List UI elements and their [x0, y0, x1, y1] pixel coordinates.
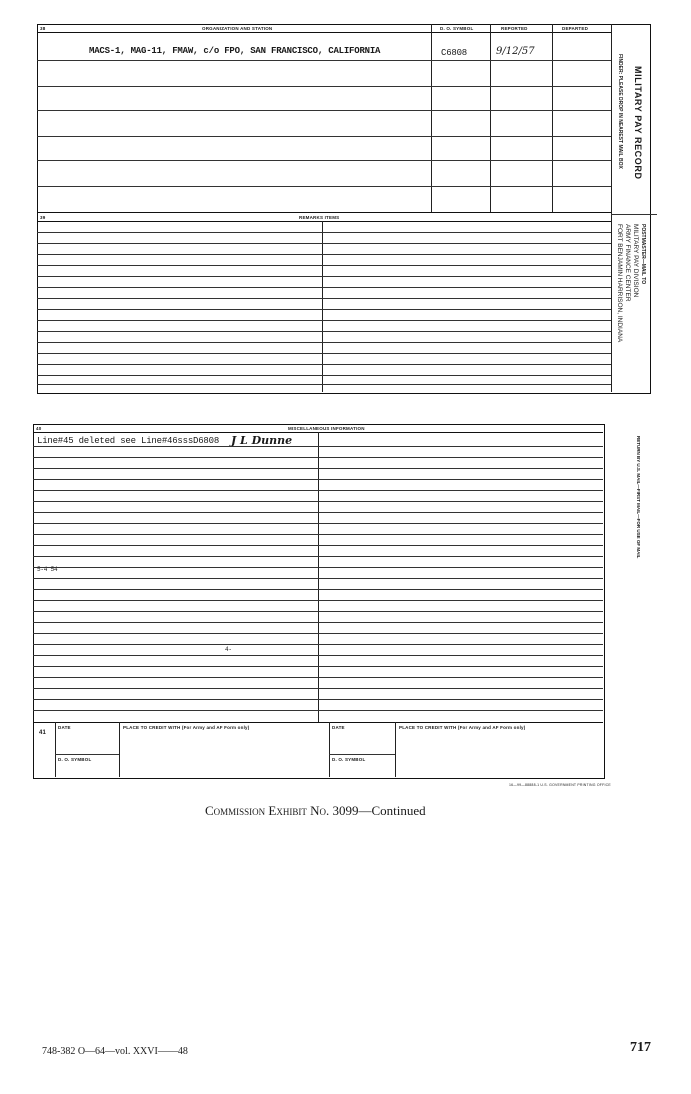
signature: J L Dunne: [231, 434, 293, 447]
do-label-right: D. O. SYMBOL: [332, 757, 366, 762]
departed-header: DEPARTED: [562, 26, 589, 31]
do-symbol-header: D. O. SYMBOL: [440, 26, 474, 31]
section-39-number: 39: [40, 215, 46, 220]
exhibit-caption: [205, 803, 426, 819]
date-label-left: DATE: [58, 725, 71, 730]
misc-mark-2: 4-: [225, 646, 232, 653]
caption-number: 3099: [332, 803, 359, 818]
finder-note: FINDER: PLEASE DROP IN NEAREST MAIL BOX: [617, 54, 623, 169]
caption-prefix: Commission Exhibit No.: [205, 803, 330, 818]
place-label-right: PLACE TO CREDIT WITH (For Army and AF Form only): [399, 725, 526, 730]
military-pay-record-title: MILITARY PAY RECORD: [633, 66, 643, 180]
date-label-right: DATE: [332, 725, 345, 730]
reported-date-entry: 9/12/57: [496, 46, 535, 57]
misc-mark-1: 5-4 54: [37, 566, 58, 573]
do-symbol-entry: C6808: [441, 48, 468, 58]
print-line: 16—99—88888-1 U.S. GOVERNMENT PRINTING OFFICE: [509, 783, 611, 787]
top-form: 38 ORGANIZATION AND STATION D. O. SYMBOL REPORTED DEPARTED MACS-1, MAG-11, FMAW, c/o FPO, SAN FRANCISCO, CALIFORNIA C6808 9/12/57 39 REMARKS ITEMS MILITARY PAY RECORD FINDER: PLEASE DROP IN NEAREST MAIL BOX POSTMASTER—MAIL TO MILITARY PAY DIVISION ARMY FINANCE CENTER FORT BENJAMIN HARRISON, INDIANA: [37, 24, 657, 394]
return-mail-note: RETURN BY U.S. MAIL—FIRST MAIL—FOR USE OF MAIL: [636, 436, 641, 559]
section-40-number: 40: [36, 426, 42, 431]
section-38-number: 38: [40, 26, 46, 31]
bottom-form: [33, 424, 658, 787]
misc-info-entry: Line#45 deleted see Line#46sssD6808: [37, 436, 220, 446]
footer-print-code: 748-382 O—64—vol. XXVI——48: [42, 1046, 188, 1057]
do-label-left: D. O. SYMBOL: [58, 757, 92, 762]
top-form-border: [37, 24, 651, 394]
organization-header: ORGANIZATION AND STATION: [202, 26, 273, 31]
caption-suffix: —Continued: [358, 803, 426, 818]
misc-info-header: MISCELLANEOUS INFORMATION: [288, 426, 365, 431]
reported-header: REPORTED: [501, 26, 528, 31]
remarks-header: REMARKS ITEMS: [299, 215, 340, 220]
organization-entry: MACS-1, MAG-11, FMAW, c/o FPO, SAN FRANCISCO, CALIFORNIA: [89, 46, 381, 56]
place-label-left: PLACE TO CREDIT WITH (For Army and AF Form only): [123, 725, 250, 730]
section-41-number: 41: [39, 730, 47, 736]
page-number: 717: [630, 1040, 651, 1055]
